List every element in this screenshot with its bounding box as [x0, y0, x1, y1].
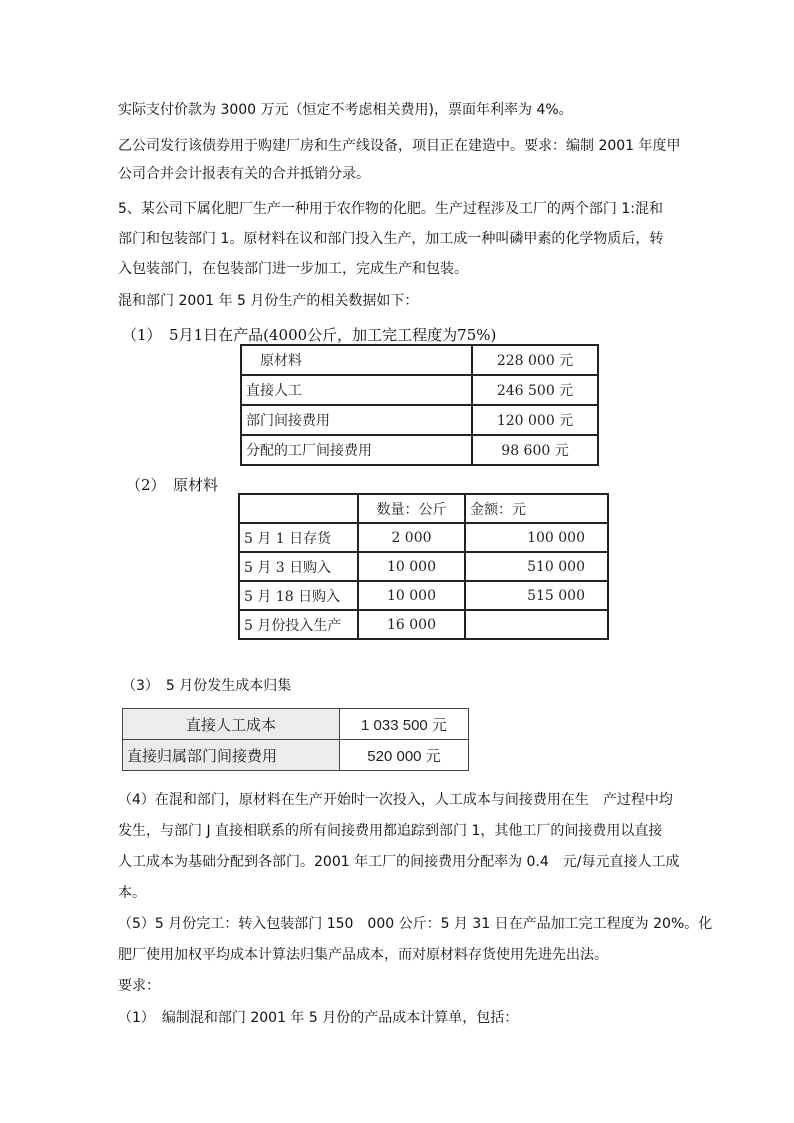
table-cell: 10 000: [358, 581, 465, 610]
table-cell: 120 000 元: [472, 405, 598, 435]
table-cell: 98 600 元: [472, 435, 598, 465]
table-cell: 246 500 元: [472, 375, 598, 405]
paragraph: 混和部门 2001 年 5 月份生产的相关数据如下：: [118, 293, 419, 309]
table-cell: 分配的工厂间接费用: [241, 435, 472, 465]
table-row: [123, 740, 469, 771]
table-cell: 5 月 18 日购入: [239, 581, 358, 610]
table-cell: 直接人工: [241, 375, 472, 405]
table-row: [239, 610, 608, 639]
table-row: [239, 552, 608, 581]
table-cell: 直接人工成本: [123, 709, 340, 740]
table-row: [241, 435, 598, 465]
table-cell: 228 000 元: [472, 345, 598, 375]
table-header-cell: [239, 494, 358, 523]
table-header-cell: 数量：公斤: [358, 494, 465, 523]
paragraph: 乙公司发行该债券用于购建厂房和生产线设备，项目正在建造中。要求：编制 2001 年度甲: [118, 138, 681, 154]
table-cell: 1 033 500 元: [340, 709, 469, 740]
table-cell: 510 000: [465, 552, 608, 581]
table-cell: 直接归属部门间接费用: [123, 740, 340, 771]
table-row: [239, 523, 608, 552]
cost-collection-table: [122, 708, 469, 771]
table-row: [241, 345, 598, 375]
table-cell: 5 月 3 日购入: [239, 552, 358, 581]
table-row: [239, 581, 608, 610]
table-header-row: [239, 494, 608, 523]
paragraph: 要求：: [118, 978, 160, 994]
table-cell: [465, 610, 608, 639]
section-3-label: （3） 5 月份发生成本归集: [122, 678, 292, 694]
paragraph: 入包装部门，在包装部门进一步加工，完成生产和包装。: [118, 261, 468, 277]
table-cell: 5 月 1 日存货: [239, 523, 358, 552]
table-header-cell: 金额：元: [465, 494, 608, 523]
table-row: [241, 375, 598, 405]
paragraph: 实际支付价款为 3000 万元（恒定不考虑相关费用)，票面年利率为 4%。: [118, 102, 573, 118]
raw-materials-table: [238, 493, 609, 640]
paragraph: （1） 编制混和部门 2001 年 5 月份的产品成本计算单，包括：: [118, 1010, 519, 1026]
paragraph: （4）在混和部门，原材料在生产开始时一次投入，人工成本与间接费用在生 产过程中均: [118, 792, 673, 808]
section-1-label: （1） 5月1日在产品(4000公斤，加工完工程度为75%): [122, 326, 497, 344]
table-cell: 16 000: [358, 610, 465, 639]
table-cell: 原材料: [241, 345, 472, 375]
table-cell: 5 月份投入生产: [239, 610, 358, 639]
table-cell: 10 000: [358, 552, 465, 581]
paragraph: 发生，与部门 J 直接相联系的所有间接费用都追踪到部门 1，其他工厂的间接费用以直接: [118, 823, 663, 839]
paragraph: 5、某公司下属化肥厂生产一种用于农作物的化肥。生产过程涉及工厂的两个部门 1:混和: [118, 201, 663, 217]
paragraph: （5）5 月份完工：转入包装部门 150 000 公斤：5 月 31 日在产品加工完工程度为 20%。化: [118, 916, 713, 932]
table-row: [241, 405, 598, 435]
table-cell: 100 000: [465, 523, 608, 552]
paragraph: 本。: [118, 885, 146, 901]
paragraph: 人工成本为基础分配到各部门。2001 年工厂的间接费用分配率为 0.4 元/每元直接人工成: [118, 854, 680, 870]
work-in-process-table: [240, 344, 599, 466]
paragraph: 肥厂使用加权平均成本计算法归集产品成本，而对原材料存货使用先进先出法。: [118, 947, 608, 963]
table-cell: 2 000: [358, 523, 465, 552]
section-2-label: （2） 原材料: [126, 476, 219, 494]
table-row: [123, 709, 469, 740]
table-cell: 520 000 元: [340, 740, 469, 771]
paragraph: 部门和包装部门 1。原材料在议和部门投入生产，加工成一种叫磷甲素的化学物质后，转: [118, 231, 664, 247]
table-cell: 部门间接费用: [241, 405, 472, 435]
paragraph: 公司合并会计报表有关的合并抵销分录。: [118, 166, 370, 182]
table-cell: 515 000: [465, 581, 608, 610]
